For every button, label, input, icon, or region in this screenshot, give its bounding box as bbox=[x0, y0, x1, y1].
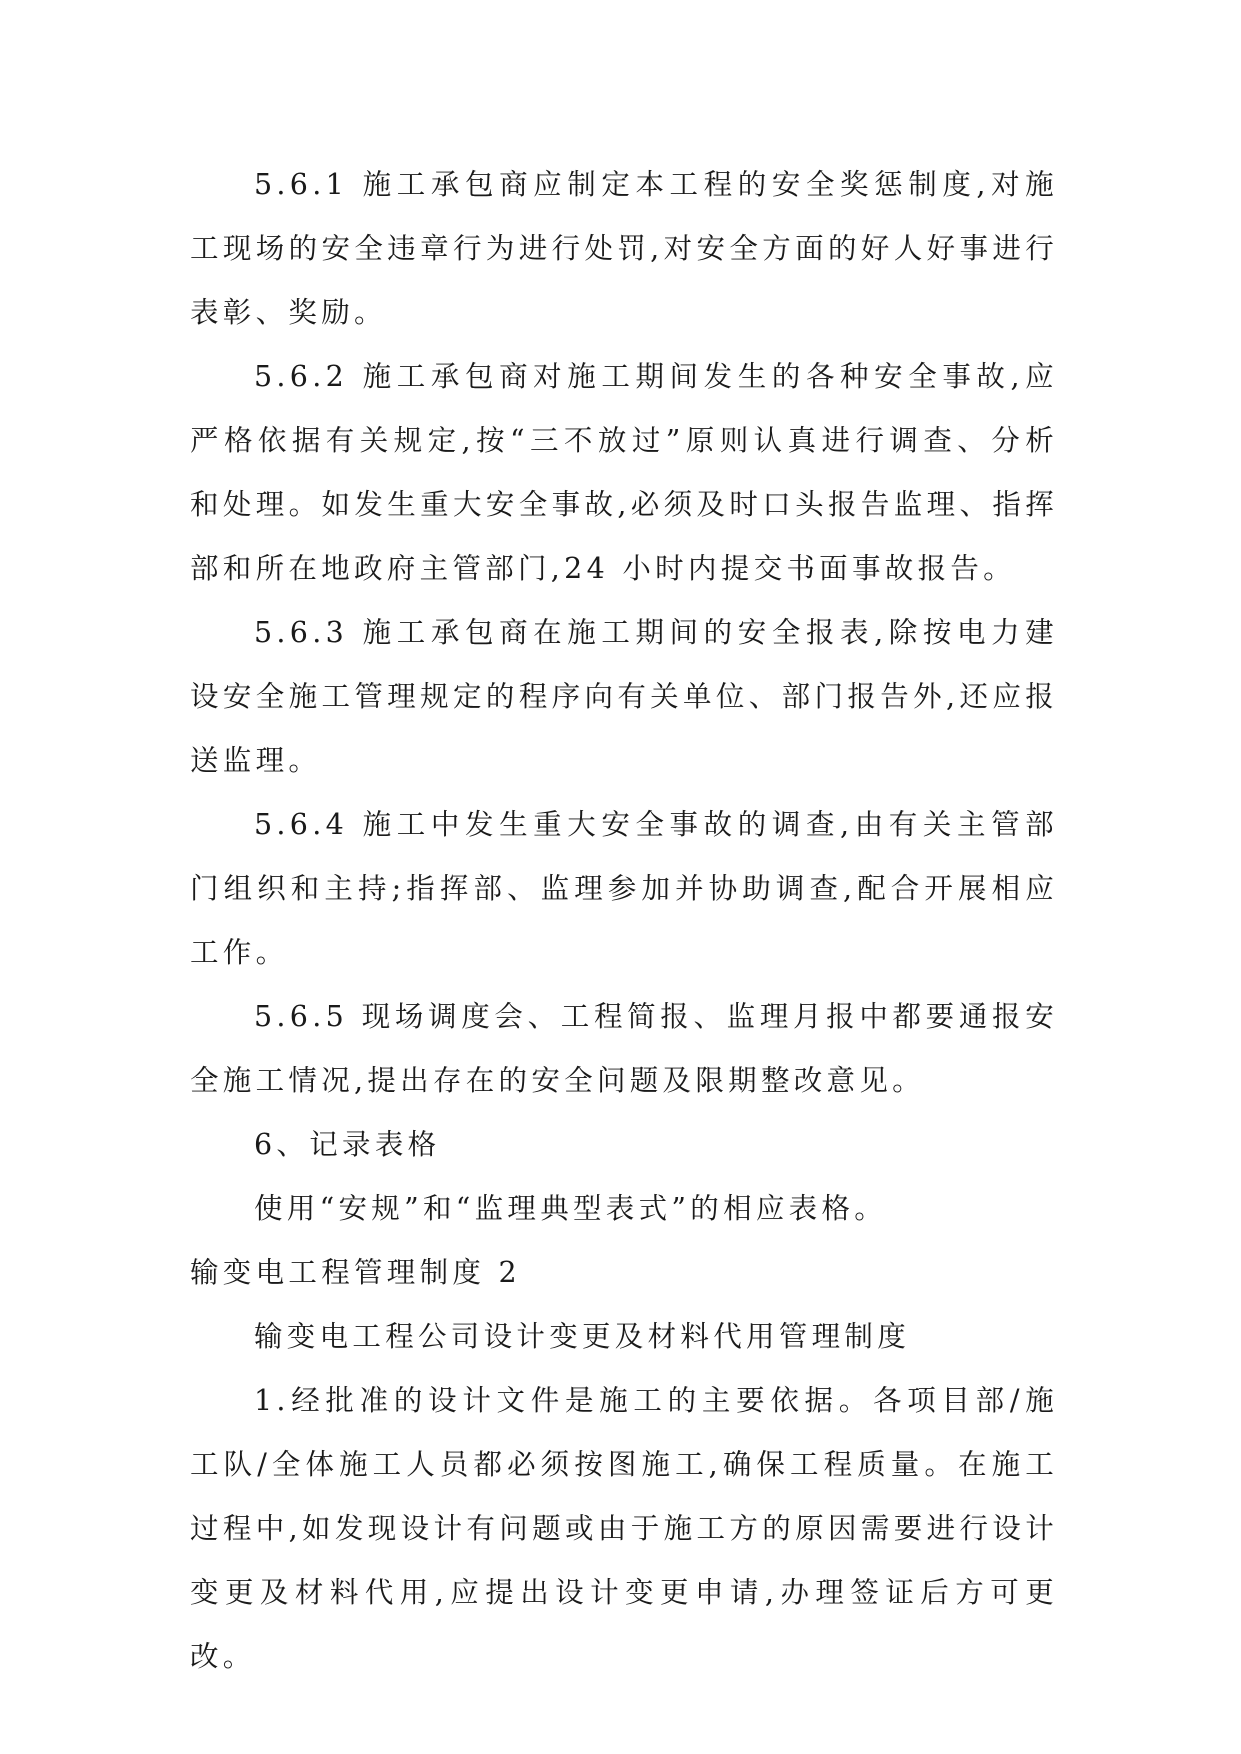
paragraph-5-6-1: 5.6.1 施工承包商应制定本工程的安全奖惩制度,对施工现场的安全违章行为进行处罚,对安全方面的好人好事进行表彰、奖励。 bbox=[190, 168, 1058, 329]
paragraph-5-6-2: 5.6.2 施工承包商对施工期间发生的各种安全事故,应严格依据有关规定,按“三不放过”原则认真进行调查、分析和处理。如发生重大安全事故,必须及时口头报告监理、指挥部和所在地政府主管部门,24 小时内提交书面事故报告。 bbox=[190, 360, 1058, 585]
paragraph-5-6-3: 5.6.3 施工承包商在施工期间的安全报表,除按电力建设安全施工管理规定的程序向有关单位、部门报告外,还应报送监理。 bbox=[190, 616, 1058, 777]
paragraph-5-6-4: 5.6.4 施工中发生重大安全事故的调查,由有关主管部门组织和主持;指挥部、监理参加并协助调查,配合开展相应工作。 bbox=[190, 808, 1058, 969]
document-section-title: 输变电工程管理制度 2 bbox=[190, 1256, 521, 1289]
document-body bbox=[190, 153, 1058, 1689]
paragraph-item-1: 1.经批准的设计文件是施工的主要依据。各项目部/施工队/全体施工人员都必须按图施工,确保工程质量。在施工过程中,如发现设计有问题或由于施工方的原因需要进行设计变更及材料代用,应提出设计变更申请,办理签证后方可更改。 bbox=[190, 1384, 1058, 1673]
paragraph-5-6-5: 5.6.5 现场调度会、工程简报、监理月报中都要通报安全施工情况,提出存在的安全问题及限期整改意见。 bbox=[190, 1000, 1058, 1097]
section-heading-records: 6、记录表格 bbox=[254, 1128, 441, 1161]
paragraph-forms-usage: 使用“安规”和“监理典型表式”的相应表格。 bbox=[254, 1192, 888, 1225]
subsection-title: 输变电工程公司设计变更及材料代用管理制度 bbox=[254, 1320, 911, 1353]
